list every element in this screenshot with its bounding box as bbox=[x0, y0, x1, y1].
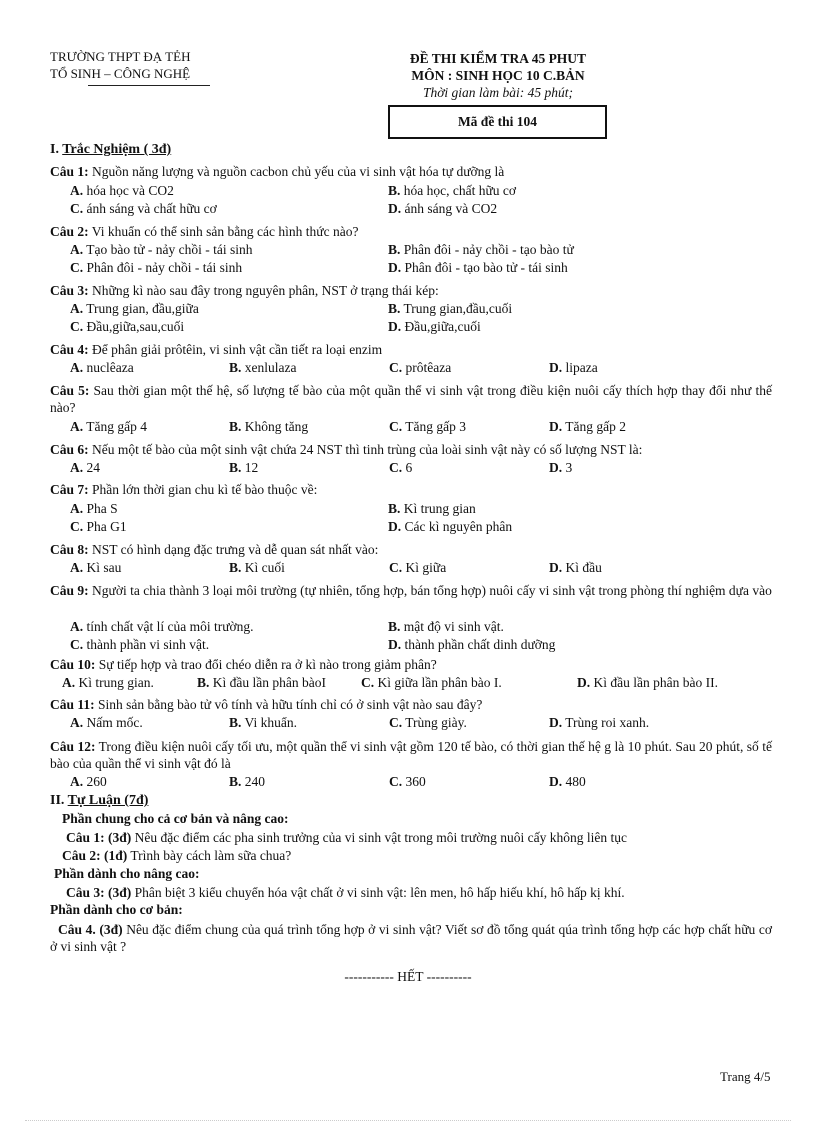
option-letter: A. bbox=[70, 183, 84, 198]
option-text: mật độ vi sinh vật. bbox=[400, 619, 504, 634]
option-letter: A. bbox=[70, 619, 84, 634]
essay-q2-text: Trình bày cách làm sữa chua? bbox=[127, 848, 292, 863]
option-letter: A. bbox=[70, 460, 84, 475]
option-letter: A. bbox=[70, 774, 84, 789]
option-a bbox=[70, 300, 199, 317]
option-text: thành phần vi sinh vật. bbox=[83, 637, 210, 652]
option-c bbox=[389, 773, 426, 790]
school-name: TRƯỜNG THPT ĐẠ TẺH bbox=[50, 49, 191, 64]
option-text: thành phần chất dinh dưỡng bbox=[401, 637, 556, 652]
option-text: Kì cuối bbox=[241, 560, 285, 575]
question-label: Câu 3: bbox=[50, 283, 89, 298]
school-header bbox=[50, 48, 210, 86]
option-text: 240 bbox=[241, 774, 266, 789]
option-text: Đầu,giữa,cuối bbox=[401, 319, 481, 334]
question-label: Câu 12: bbox=[50, 739, 96, 754]
option-c bbox=[70, 318, 184, 335]
option-letter: B. bbox=[388, 619, 401, 634]
option-letter: A. bbox=[70, 501, 84, 516]
option-a bbox=[70, 618, 254, 635]
option-text: Phân đôi - nảy chồi - tái sinh bbox=[83, 260, 243, 275]
end-marker: ----------- HẾT ---------- bbox=[344, 969, 472, 984]
option-c bbox=[70, 518, 127, 535]
question-text: Trong điều kiện nuôi cấy tối ưu, một quần thể vi sinh vật gồm 120 tế bào, có thời gian thế hệ g là 10 phút. Sau 20 phút, số tế bào của quần thể vi sinh vật đó là bbox=[50, 739, 772, 771]
exam-title: ĐỀ THI KIỂM TRA 45 PHUT bbox=[409, 51, 587, 66]
option-text: Phân đôi - nảy chồi - tạo bào tử bbox=[400, 242, 574, 257]
question-label: Câu 5: bbox=[50, 383, 90, 398]
option-c bbox=[70, 200, 217, 217]
option-text: Kì đầu lần phân bào II. bbox=[590, 675, 718, 690]
advanced-heading: Phần dành cho nâng cao: bbox=[54, 866, 200, 881]
option-text: nuclêaza bbox=[83, 360, 134, 375]
option-d bbox=[388, 636, 555, 653]
option-text: Trùng roi xanh. bbox=[562, 715, 650, 730]
option-text: Tăng gấp 3 bbox=[402, 419, 466, 434]
option-text: 3 bbox=[562, 460, 573, 475]
question-label: Câu 8: bbox=[50, 542, 89, 557]
exam-subject: MÔN : SINH HỌC 10 C.BẢN bbox=[411, 68, 585, 83]
option-letter: B. bbox=[388, 301, 401, 316]
option-a bbox=[70, 418, 147, 435]
option-c bbox=[389, 559, 446, 576]
option-d bbox=[549, 773, 586, 790]
option-d bbox=[549, 359, 598, 376]
option-a bbox=[70, 459, 100, 476]
option-c bbox=[389, 714, 467, 731]
option-text: hóa học và CO2 bbox=[83, 183, 174, 198]
part1-title: Trắc Nghiệm ( 3đ) bbox=[62, 142, 172, 157]
question-text: Nếu một tế bào của một sinh vật chứa 24 NST thì tinh trùng của loài sinh vật này có số lượng NST là: bbox=[88, 442, 643, 457]
option-letter: D. bbox=[549, 715, 563, 730]
essay-question-4 bbox=[50, 921, 772, 955]
option-b bbox=[229, 359, 297, 376]
department-name: TỔ SINH – CÔNG NGHỆ bbox=[50, 66, 191, 81]
question-label: Câu 10: bbox=[50, 657, 96, 672]
question-12 bbox=[50, 738, 772, 772]
question-5 bbox=[50, 382, 772, 416]
option-text: ánh sáng và chất hữu cơ bbox=[83, 201, 217, 216]
question-1 bbox=[50, 163, 772, 180]
option-letter: C. bbox=[389, 774, 403, 789]
question-2 bbox=[50, 223, 772, 240]
option-text: lipaza bbox=[562, 360, 598, 375]
question-label: Câu 7: bbox=[50, 482, 89, 497]
option-letter: D. bbox=[388, 519, 402, 534]
option-a bbox=[70, 241, 253, 258]
option-letter: C. bbox=[389, 715, 403, 730]
option-text: Kì đầu lần phân bàoI bbox=[209, 675, 326, 690]
option-text: Đầu,giữa,sau,cuối bbox=[83, 319, 185, 334]
option-b bbox=[388, 300, 512, 317]
option-letter: D. bbox=[549, 774, 563, 789]
option-letter: D. bbox=[388, 260, 402, 275]
question-7 bbox=[50, 481, 772, 498]
essay-q1-text: Nêu đặc điểm các pha sinh trưởng của vi sinh vật trong môi trường nuôi cấy không liên tục bbox=[131, 830, 627, 845]
option-letter: A. bbox=[70, 360, 84, 375]
essay-q4-label: Câu 4. (3đ) bbox=[58, 922, 123, 937]
option-text: Tăng gấp 2 bbox=[562, 419, 626, 434]
option-letter: D. bbox=[577, 675, 591, 690]
option-d bbox=[388, 318, 481, 335]
essay-q3-label: Câu 3: (3đ) bbox=[66, 885, 132, 900]
question-text: Những kì nào sau đây trong nguyên phân, NST ở trạng thái kép: bbox=[88, 283, 439, 298]
question-text: Người ta chia thành 3 loại môi trường (tự nhiên, tổng hợp, bán tổng hợp) nuôi cấy vi sinh vật trong phòng thí nghiệm dựa vào bbox=[88, 583, 772, 598]
option-letter: B. bbox=[229, 419, 242, 434]
option-letter: D. bbox=[549, 360, 563, 375]
question-label: Câu 4: bbox=[50, 342, 89, 357]
option-letter: D. bbox=[549, 460, 563, 475]
option-d bbox=[549, 559, 602, 576]
option-letter: C. bbox=[389, 419, 403, 434]
option-letter: B. bbox=[388, 242, 401, 257]
part2-title: Tự Luận (7đ) bbox=[67, 793, 149, 808]
question-label: Câu 9: bbox=[50, 583, 89, 598]
part1-heading bbox=[50, 142, 171, 158]
question-4 bbox=[50, 341, 772, 358]
question-label: Câu 11: bbox=[50, 697, 95, 712]
part2-heading bbox=[50, 793, 148, 809]
option-text: ánh sáng và CO2 bbox=[401, 201, 498, 216]
option-text: Trùng giày. bbox=[402, 715, 467, 730]
option-letter: B. bbox=[197, 675, 210, 690]
option-text: Kì đầu bbox=[562, 560, 602, 575]
option-a bbox=[70, 359, 134, 376]
essay-q3-text: Phân biệt 3 kiểu chuyển hóa vật chất ở vi sinh vật: lên men, hô hấp hiếu khí, hô hấp kị khí. bbox=[131, 885, 625, 900]
option-letter: D. bbox=[388, 637, 402, 652]
option-letter: D. bbox=[549, 560, 563, 575]
option-b bbox=[388, 618, 504, 635]
option-letter: A. bbox=[70, 560, 84, 575]
question-label: Câu 1: bbox=[50, 164, 89, 179]
option-text: xenlulaza bbox=[241, 360, 297, 375]
question-11 bbox=[50, 696, 772, 713]
option-d bbox=[388, 200, 497, 217]
option-letter: B. bbox=[229, 774, 242, 789]
option-letter: D. bbox=[388, 319, 402, 334]
option-a bbox=[62, 674, 154, 691]
essay-question-2 bbox=[62, 847, 772, 864]
option-letter: B. bbox=[388, 501, 401, 516]
option-letter: B. bbox=[229, 360, 242, 375]
option-b bbox=[229, 559, 285, 576]
option-text: Phân đôi - tạo bào tử - tái sinh bbox=[401, 260, 568, 275]
option-text: Vi khuẩn. bbox=[241, 715, 297, 730]
option-b bbox=[229, 418, 308, 435]
option-text: 480 bbox=[562, 774, 586, 789]
option-text: Tạo bào tử - nảy chồi - tái sinh bbox=[83, 242, 253, 257]
option-d bbox=[577, 674, 718, 691]
exam-duration: Thời gian làm bài: 45 phút; bbox=[422, 85, 574, 100]
option-a bbox=[70, 559, 121, 576]
option-a bbox=[70, 714, 143, 731]
option-d bbox=[388, 518, 512, 535]
option-text: Tăng gấp 4 bbox=[83, 419, 147, 434]
question-text: Để phân giải prôtêin, vi sinh vật cần tiết ra loại enzim bbox=[88, 342, 383, 357]
option-letter: B. bbox=[229, 560, 242, 575]
option-letter: C. bbox=[70, 260, 84, 275]
option-a bbox=[70, 773, 107, 790]
common-heading: Phần chung cho cả cơ bản và nâng cao: bbox=[62, 811, 289, 826]
option-letter: A. bbox=[70, 301, 84, 316]
option-letter: C. bbox=[70, 319, 84, 334]
question-text: Sự tiếp hợp và trao đổi chéo diễn ra ở kì nào trong giảm phân? bbox=[95, 657, 437, 672]
option-letter: D. bbox=[388, 201, 402, 216]
option-letter: C. bbox=[70, 519, 84, 534]
option-d bbox=[388, 259, 568, 276]
essay-question-3 bbox=[66, 884, 772, 901]
option-text: 12 bbox=[241, 460, 259, 475]
essay-q1-label: Câu 1: (3đ) bbox=[66, 830, 132, 845]
option-letter: B. bbox=[229, 460, 242, 475]
option-letter: C. bbox=[389, 460, 403, 475]
option-d bbox=[549, 714, 649, 731]
option-text: Các kì nguyên phân bbox=[401, 519, 513, 534]
option-a bbox=[70, 500, 118, 517]
option-letter: B. bbox=[388, 183, 401, 198]
option-text: Kì sau bbox=[83, 560, 122, 575]
option-text: Trung gian,đầu,cuối bbox=[400, 301, 513, 316]
option-c bbox=[389, 459, 412, 476]
exam-code: Mã đề thi 104 bbox=[457, 114, 538, 129]
question-text: Nguồn năng lượng và nguồn cacbon chủ yếu của vi sinh vật hóa tự dưỡng là bbox=[88, 164, 505, 179]
option-b bbox=[229, 773, 265, 790]
option-b bbox=[388, 182, 516, 199]
question-text: Sau thời gian một thế hệ, số lượng tế bào của một quần thể vi sinh vật trong điều kiện nuôi cấy thích hợp thay đổi như thế nào? bbox=[50, 383, 772, 415]
option-d bbox=[549, 459, 572, 476]
question-label: Câu 2: bbox=[50, 224, 89, 239]
option-text: Kì trung gian bbox=[400, 501, 476, 516]
exam-code-box bbox=[388, 105, 607, 139]
option-letter: D. bbox=[549, 419, 563, 434]
basic-heading: Phần dành cho cơ bản: bbox=[50, 902, 183, 917]
page-bottom-rule bbox=[25, 1120, 791, 1121]
question-9 bbox=[50, 582, 772, 599]
option-text: Pha G1 bbox=[83, 519, 127, 534]
option-letter: B. bbox=[229, 715, 242, 730]
question-3 bbox=[50, 282, 772, 299]
option-text: prôtêaza bbox=[402, 360, 452, 375]
page-number: Trang 4/5 bbox=[720, 1069, 771, 1084]
essay-question-1 bbox=[66, 829, 772, 846]
option-letter: C. bbox=[389, 360, 403, 375]
question-8 bbox=[50, 541, 772, 558]
essay-q4-text: Nêu đặc điểm chung của quá trình tổng hợp ở vi sinh vật? Viết sơ đồ tổng quát qúa trình tổng hợp các hợp chất hữu cơ ở vi sinh vật ? bbox=[50, 922, 773, 954]
option-b bbox=[388, 500, 476, 517]
option-letter: A. bbox=[70, 242, 84, 257]
option-text: Kì giữa lần phân bào I. bbox=[374, 675, 502, 690]
option-letter: A. bbox=[62, 675, 76, 690]
exam-header bbox=[388, 50, 608, 101]
option-letter: C. bbox=[70, 201, 84, 216]
option-text: Kì trung gian. bbox=[75, 675, 154, 690]
option-text: 260 bbox=[83, 774, 107, 789]
option-c bbox=[389, 359, 451, 376]
question-text: Vi khuẩn có thể sinh sản bằng các hình thức nào? bbox=[88, 224, 359, 239]
part2-number: II. bbox=[50, 793, 65, 808]
question-6 bbox=[50, 441, 772, 458]
option-text: Kì giữa bbox=[402, 560, 447, 575]
header-divider bbox=[88, 85, 210, 86]
option-b bbox=[229, 714, 297, 731]
part1-number: I. bbox=[50, 142, 59, 157]
option-text: Nấm mốc. bbox=[83, 715, 143, 730]
question-text: Phần lớn thời gian chu kì tế bào thuộc về: bbox=[88, 482, 318, 497]
option-b bbox=[388, 241, 574, 258]
option-text: 6 bbox=[402, 460, 413, 475]
essay-q2-label: Câu 2: (1đ) bbox=[62, 848, 128, 863]
option-text: tính chất vật lí của môi trường. bbox=[83, 619, 254, 634]
option-c bbox=[361, 674, 502, 691]
question-10 bbox=[50, 656, 772, 673]
option-letter: A. bbox=[70, 715, 84, 730]
option-text: Không tăng bbox=[241, 419, 309, 434]
option-letter: C. bbox=[361, 675, 375, 690]
question-text: NST có hình dạng đặc trưng và dễ quan sát nhất vào: bbox=[88, 542, 379, 557]
option-text: Pha S bbox=[83, 501, 118, 516]
option-letter: C. bbox=[389, 560, 403, 575]
option-d bbox=[549, 418, 626, 435]
option-b bbox=[229, 459, 258, 476]
option-a bbox=[70, 182, 174, 199]
option-text: Trung gian, đầu,giữa bbox=[83, 301, 199, 316]
option-text: 360 bbox=[402, 774, 426, 789]
option-letter: A. bbox=[70, 419, 84, 434]
option-c bbox=[70, 636, 209, 653]
question-label: Câu 6: bbox=[50, 442, 89, 457]
option-c bbox=[389, 418, 466, 435]
question-text: Sinh sản bằng bào tử vô tính và hữu tính chỉ có ở sinh vật nào sau đây? bbox=[94, 697, 483, 712]
option-text: 24 bbox=[83, 460, 100, 475]
option-b bbox=[197, 674, 326, 691]
option-letter: C. bbox=[70, 637, 84, 652]
option-text: hóa học, chất hữu cơ bbox=[400, 183, 517, 198]
option-c bbox=[70, 259, 242, 276]
